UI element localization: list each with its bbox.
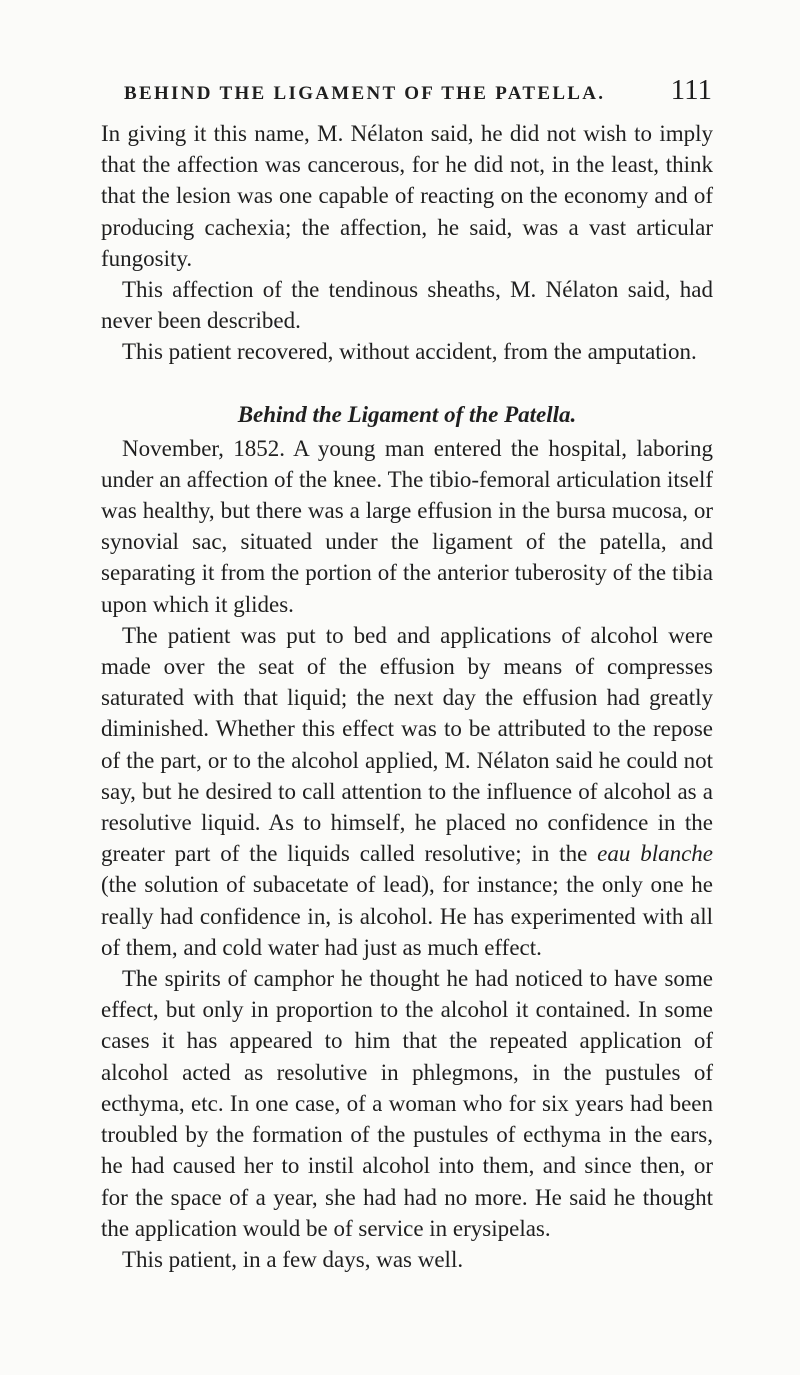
paragraph-1: In giving it this name, M. Nélaton said, he did not wish to imply that the affection was cancerous, for he did not, in the least, think that the lesion was one capable of reacting on the economy and of producing cachexia; the affection, he said, was a vast articular fungosity. [101, 121, 713, 271]
paragraph-7: This patient, in a few days, was well. [122, 1246, 464, 1272]
page-number: 111 [670, 74, 712, 106]
paragraph-6: The spirits of camphor he thought he had noticed to have some effect, but only in proportion to the alcohol it contained. In some cases it has appeared to him that the repeated application of alcohol acted as resolutive in phlegmons, in the pustules of ecthyma, etc. In one case, of a woman who for six years had been troubled by the formation of the pustules of ecthyma in the ears, he had caused her to instil alcohol into them, and since then, or for the space of a year, she had had no more. He said he thought the application would be of service in erysipelas. [101, 966, 713, 1241]
running-title: BEHIND THE LIGAMENT OF THE PATELLA. [124, 83, 606, 104]
paragraph-2: This affection of the tendinous sheaths, M. Nélaton said, had never been described. [101, 277, 713, 334]
eau-blanche-italic: eau blanche [597, 841, 714, 867]
running-head [100, 76, 712, 112]
paragraph-3: This patient recovered, without accident, from the amputation. [122, 339, 697, 365]
paragraph-4: November, 1852. A young man entered the hospital, laboring under an affection of the knee. The tibio-femoral articulation itself was healthy, but there was a large effusion in the bursa mucosa, or synovial sac, situated under the ligament of the patella, and separating it from the portion of the anterior tuberosity of the tibia upon which it glides. [101, 435, 713, 617]
paragraph-5 [101, 620, 713, 963]
section-heading: Behind the Ligament of the Patella. [237, 401, 577, 427]
paragraph-5-text-b: (the solution of subacetate of lead), for instance; the only one he really had confidence in, is alcohol. He has experimented with all of them, and cold water had just as much effect. [101, 872, 713, 960]
section-spacer [101, 368, 713, 399]
body-text [101, 118, 713, 1275]
paragraph-5-text-a: The patient was put to bed and applications of alcohol were made over the seat of the effusion by means of compresses saturated with that liquid; the next day the effusion had greatly diminished. Whether this effect was to be attributed to the repose of the part, or to the alcohol applied, M. Nélaton said he could not say, but he desired to call attention to the influence of alcohol as a resolutive liquid. As to himself, he placed no confidence in the greater part of the liquids called resolutive; in the [101, 622, 713, 867]
